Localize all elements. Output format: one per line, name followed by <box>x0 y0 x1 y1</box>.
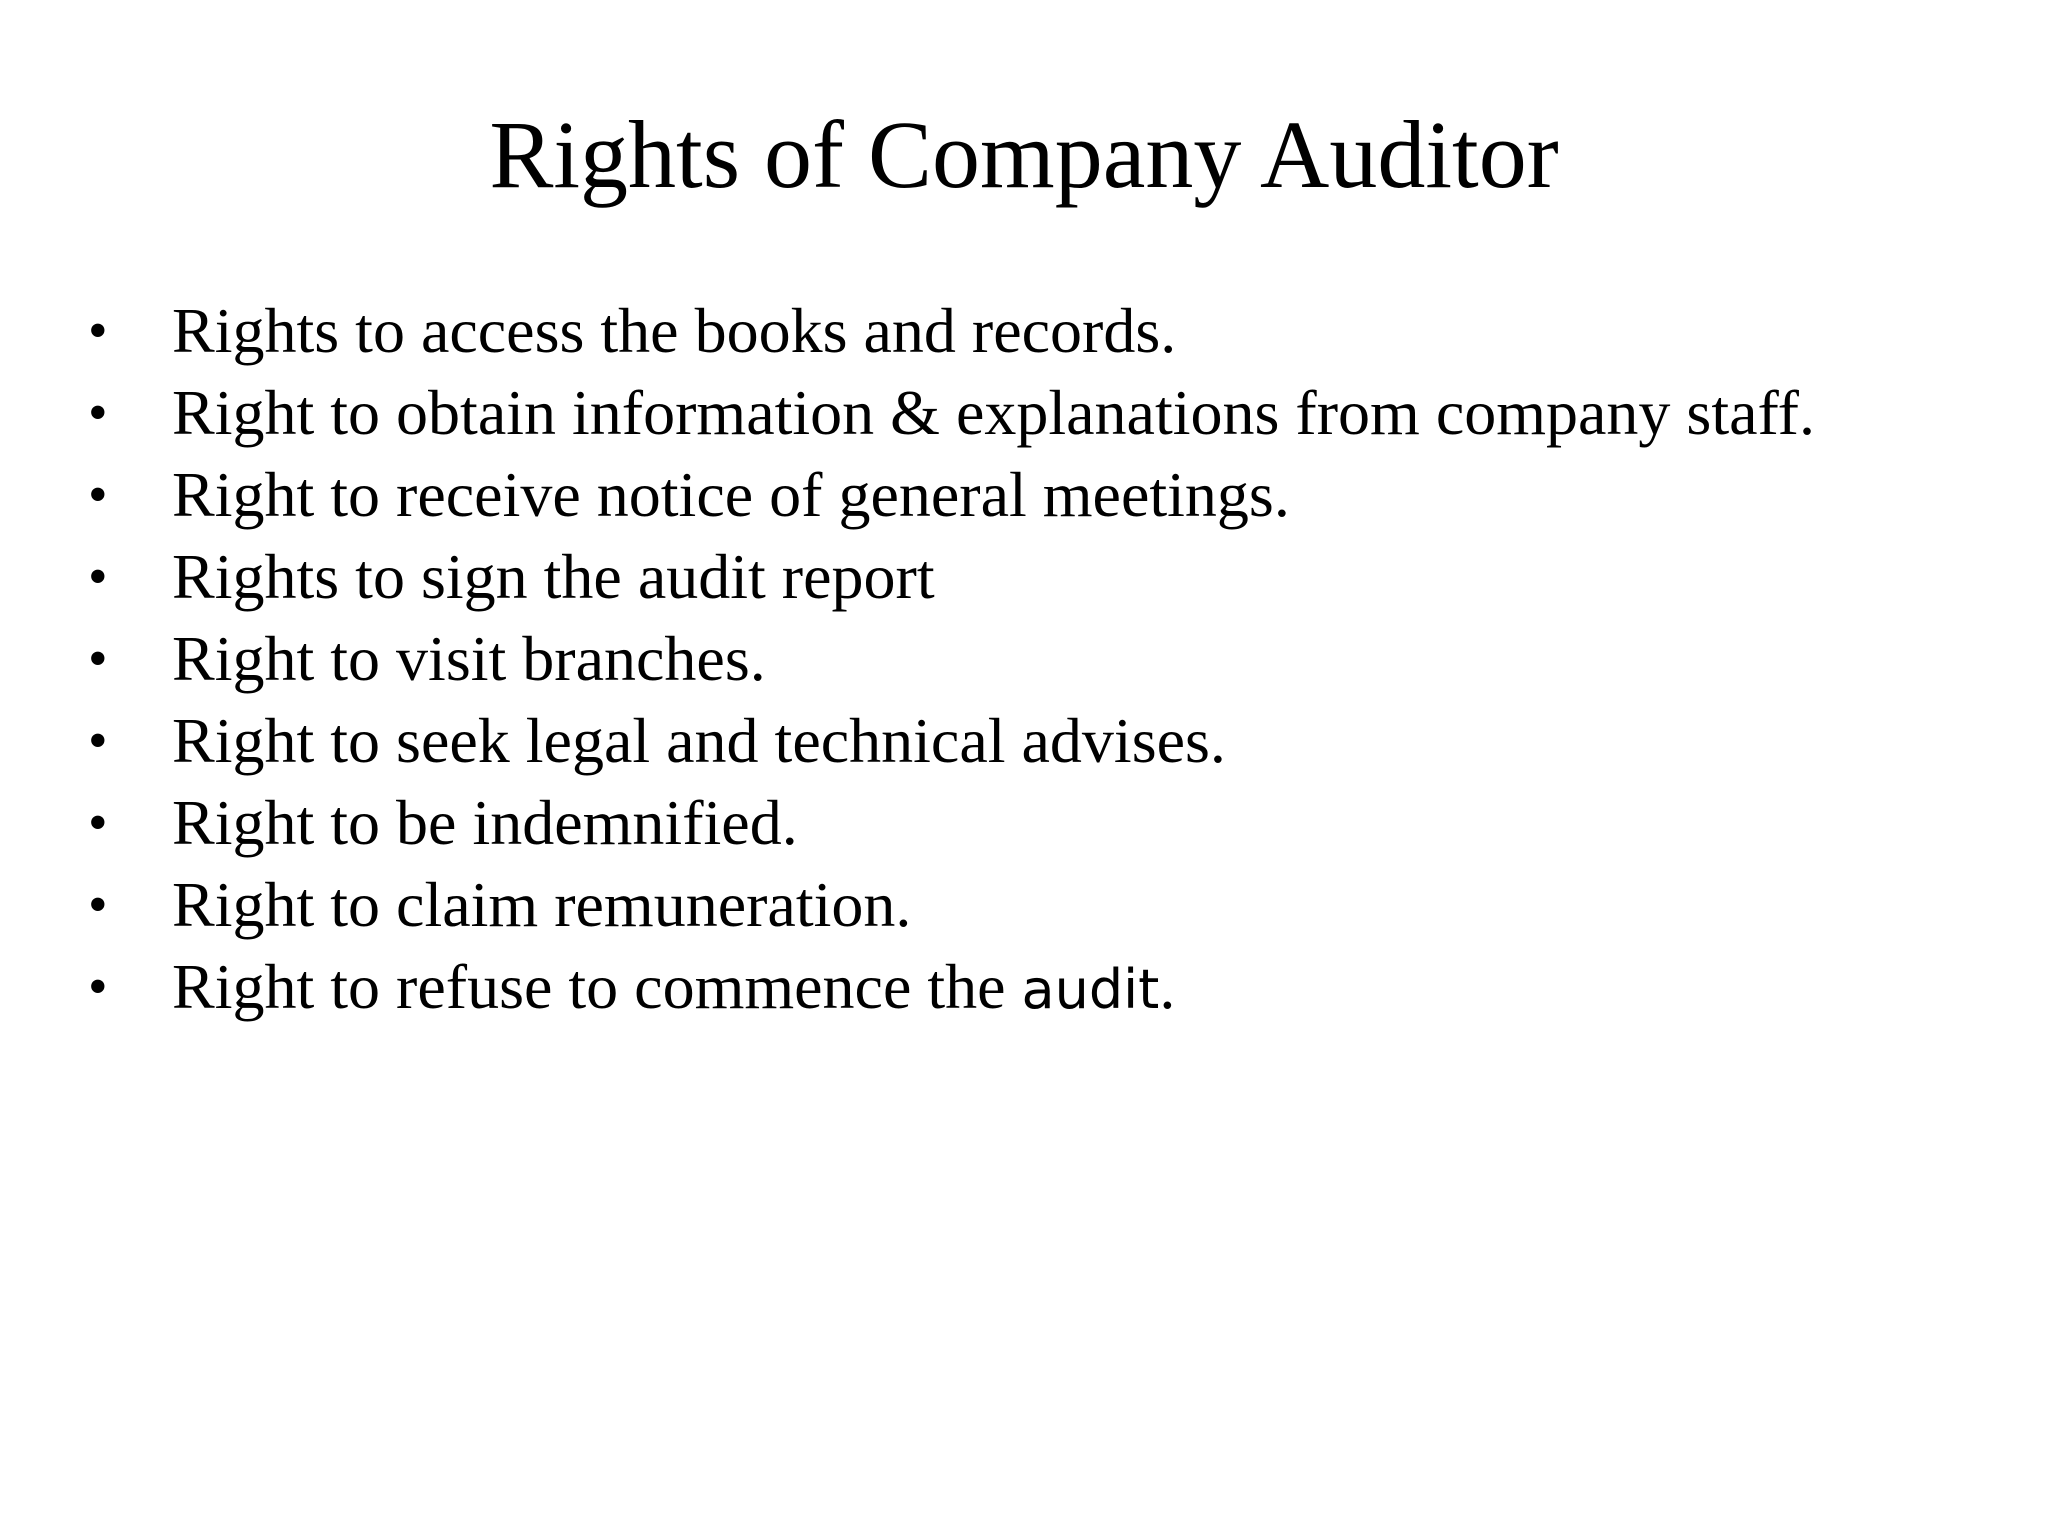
bullet-item <box>0 946 2048 1031</box>
bullet-item <box>0 372 2048 454</box>
bullet-text-tail-punct: . <box>1159 951 1176 1022</box>
bullet-icon: • <box>88 628 108 690</box>
bullet-icon: • <box>88 956 108 1018</box>
bullet-text: Right to receive notice of general meetings. <box>172 459 1290 530</box>
bullet-icon: • <box>88 792 108 854</box>
bullet-item <box>0 618 2048 700</box>
bullet-icon: • <box>88 464 108 526</box>
bullet-text: Rights to access the books and records. <box>172 295 1177 366</box>
bullet-item <box>0 782 2048 864</box>
bullet-item <box>0 864 2048 946</box>
bullet-item <box>0 454 2048 536</box>
bullet-item <box>0 290 2048 372</box>
bullet-text-tail-word: audit <box>1021 958 1160 1021</box>
bullet-text: Right to seek legal and technical advises. <box>172 705 1226 776</box>
bullet-text: Right to obtain information & explanations from company staff. <box>172 377 1815 448</box>
bullet-text: Right to claim remuneration. <box>172 869 912 940</box>
bullet-icon: • <box>88 300 108 362</box>
slide-title: Rights of Company Auditor <box>489 101 1559 208</box>
bullet-icon: • <box>88 382 108 444</box>
bullet-item <box>0 700 2048 782</box>
bullet-text: Rights to sign the audit report <box>172 541 935 612</box>
bullet-text: Right to be indemnified. <box>172 787 798 858</box>
bullet-list <box>0 290 2048 1031</box>
bullet-text: Right to visit branches. <box>172 623 766 694</box>
bullet-icon: • <box>88 874 108 936</box>
bullet-icon: • <box>88 710 108 772</box>
bullet-text: Right to refuse to commence the <box>172 951 1022 1022</box>
bullet-icon: • <box>88 546 108 608</box>
bullet-item <box>0 536 2048 618</box>
